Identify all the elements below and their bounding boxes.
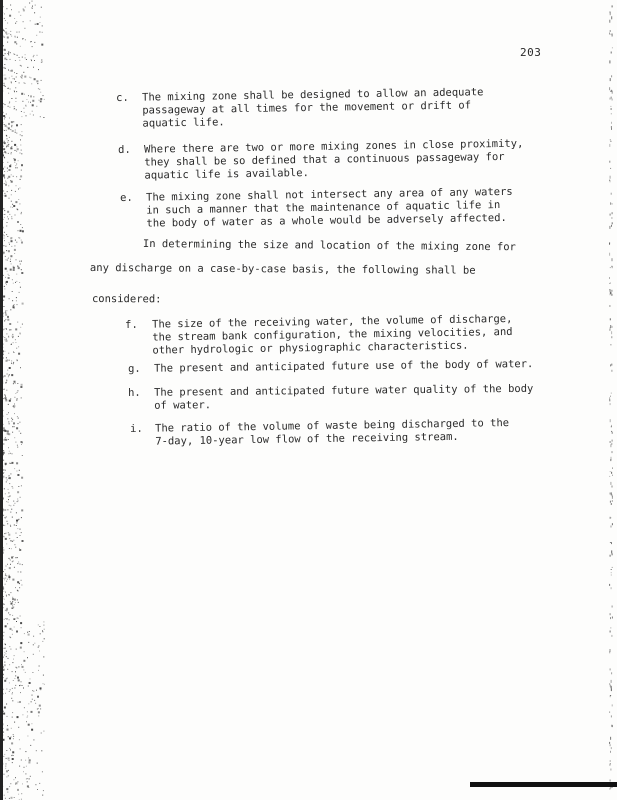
item-line: aquatic life. <box>142 116 225 130</box>
item-text <box>152 313 513 358</box>
item-line: passageway at all times for the movement or drift of <box>142 99 472 117</box>
page-number: 203 <box>520 46 542 59</box>
item-letter: e. <box>120 191 133 204</box>
item-letter: g. <box>128 362 141 375</box>
item-text <box>146 186 513 231</box>
item-line: The mixing zone shall be designed to allow an adequate <box>141 86 484 104</box>
item-text <box>154 358 533 376</box>
paragraph-line-2: any discharge on a case-by-case basis, the following shall be <box>89 262 476 277</box>
item-line: Where there are two or more mixing zones in close proximity, <box>143 137 524 156</box>
item-letter: d. <box>118 143 131 156</box>
scan-border-bottom <box>470 782 617 787</box>
paragraph-line-3: considered: <box>91 293 162 306</box>
item-line: aquatic life is available. <box>144 167 309 182</box>
item-line: of water. <box>154 399 212 412</box>
item-text <box>154 383 534 413</box>
item-line: The ratio of the volume of waste being discharged to the <box>154 417 510 435</box>
scan-noise-right <box>605 0 617 800</box>
item-line: 7-day, 10-year low flow of the receiving stream. <box>155 430 459 448</box>
item-line: The present and anticipated future water quality of the body <box>153 382 534 399</box>
item-letter: i. <box>130 422 143 435</box>
item-line: the body of water as a whole would be adversely affected. <box>146 211 507 230</box>
item-letter: f. <box>125 318 138 331</box>
item-line: the stream bank configuration, the mixing velocities, and <box>152 325 513 344</box>
item-text <box>142 86 484 130</box>
item-letter: c. <box>116 91 129 104</box>
item-line: The present and anticipated future use of the body of water. <box>153 358 534 375</box>
item-line: in such a manner that the maintenance of aquatic life in <box>146 199 501 217</box>
item-line: The mixing zone shall not intersect any area of any waters <box>145 185 513 204</box>
item-line: other hydrologic or physiographic characteristics. <box>152 339 469 357</box>
item-text <box>155 417 509 449</box>
scan-noise-left <box>0 0 48 800</box>
item-letter: h. <box>128 386 141 399</box>
item-text <box>144 138 524 183</box>
paragraph-line-1: In determining the size and location of the mixing zone for <box>142 238 516 254</box>
item-line: The size of the receiving water, the volume of discharge, <box>151 312 513 331</box>
item-line: they shall be so defined that a continuous passageway for <box>144 150 505 169</box>
